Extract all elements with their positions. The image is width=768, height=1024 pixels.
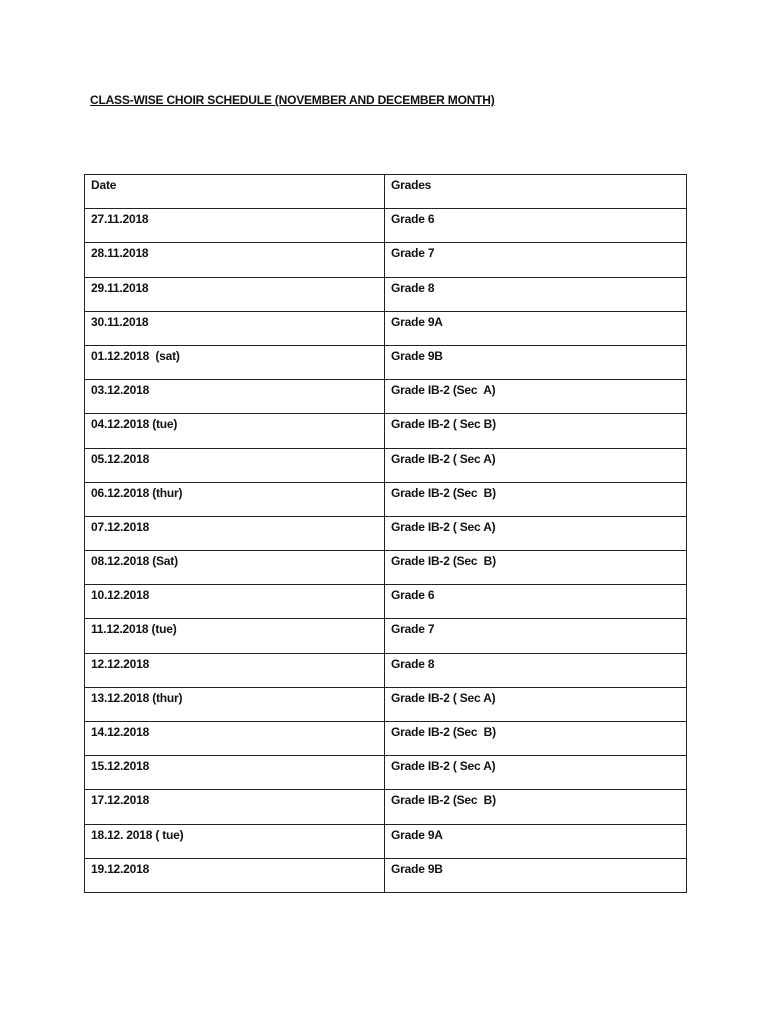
grade-cell: Grade IB-2 (Sec B) [385,551,687,585]
grade-cell: Grade 7 [385,619,687,653]
document-title: CLASS-WISE CHOIR SCHEDULE (NOVEMBER AND DECEMBER MONTH) [90,93,495,107]
grade-cell: Grade 9A [385,824,687,858]
grade-cell: Grade 7 [385,243,687,277]
table-row [85,414,687,448]
date-cell: 18.12. 2018 ( tue) [85,824,385,858]
date-cell: 03.12.2018 [85,380,385,414]
grade-cell: Grade 8 [385,277,687,311]
grade-cell: Grade 9B [385,345,687,379]
header-grades: Grades [385,175,687,209]
grade-cell: Grade IB-2 (Sec A) [385,380,687,414]
grade-cell: Grade IB-2 ( Sec A) [385,516,687,550]
table-row [85,653,687,687]
date-cell: 10.12.2018 [85,585,385,619]
grade-cell: Grade 6 [385,585,687,619]
date-cell: 15.12.2018 [85,756,385,790]
grade-cell: Grade 8 [385,653,687,687]
grade-cell: Grade 9A [385,311,687,345]
date-cell: 11.12.2018 (tue) [85,619,385,653]
date-cell: 14.12.2018 [85,722,385,756]
date-cell: 04.12.2018 (tue) [85,414,385,448]
date-cell: 07.12.2018 [85,516,385,550]
grade-cell: Grade IB-2 ( Sec B) [385,414,687,448]
date-cell: 06.12.2018 (thur) [85,482,385,516]
grade-cell: Grade IB-2 (Sec B) [385,482,687,516]
table-row [85,277,687,311]
header-date: Date [85,175,385,209]
table-row [85,209,687,243]
grade-cell: Grade IB-2 (Sec B) [385,790,687,824]
grade-cell: Grade IB-2 ( Sec A) [385,687,687,721]
table-row [85,687,687,721]
date-cell: 28.11.2018 [85,243,385,277]
schedule-table [84,174,687,893]
table-row [85,585,687,619]
date-cell: 19.12.2018 [85,858,385,892]
table-row [85,858,687,892]
table-row [85,448,687,482]
table-row [85,311,687,345]
date-cell: 30.11.2018 [85,311,385,345]
table-row [85,482,687,516]
table-row [85,756,687,790]
table-row [85,824,687,858]
date-cell: 29.11.2018 [85,277,385,311]
date-cell: 27.11.2018 [85,209,385,243]
table-row [85,516,687,550]
table-row [85,619,687,653]
schedule-body [85,209,687,893]
date-cell: 12.12.2018 [85,653,385,687]
date-cell: 17.12.2018 [85,790,385,824]
table-row [85,551,687,585]
grade-cell: Grade IB-2 (Sec B) [385,722,687,756]
grade-cell: Grade IB-2 ( Sec A) [385,756,687,790]
date-cell: 01.12.2018 (sat) [85,345,385,379]
table-header-row [85,175,687,209]
table-row [85,722,687,756]
grade-cell: Grade 6 [385,209,687,243]
grade-cell: Grade 9B [385,858,687,892]
date-cell: 13.12.2018 (thur) [85,687,385,721]
table-row [85,243,687,277]
table-row [85,380,687,414]
date-cell: 08.12.2018 (Sat) [85,551,385,585]
date-cell: 05.12.2018 [85,448,385,482]
grade-cell: Grade IB-2 ( Sec A) [385,448,687,482]
table-row [85,345,687,379]
table-row [85,790,687,824]
